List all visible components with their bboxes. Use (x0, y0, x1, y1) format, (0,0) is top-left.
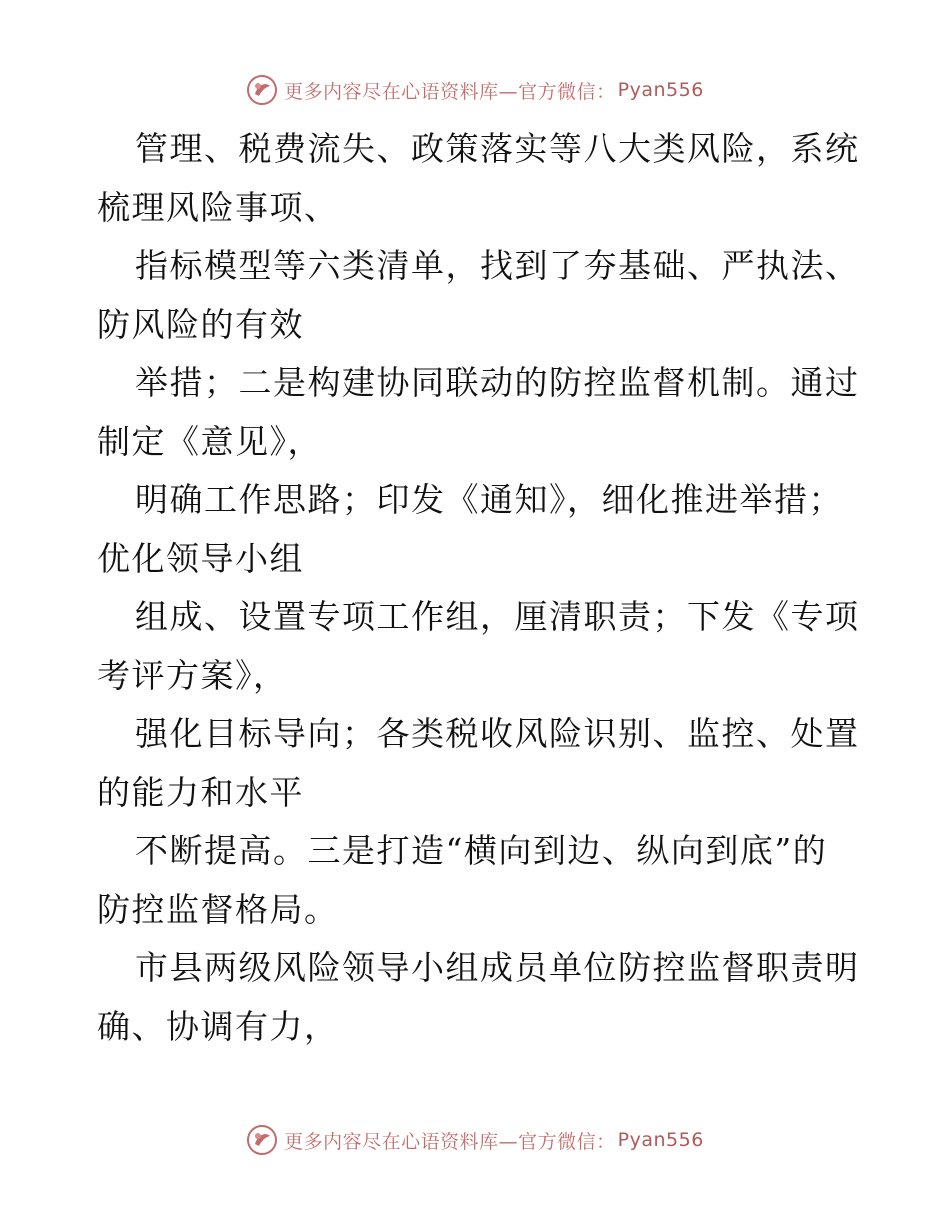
body-line: 不断提高。三是打造“横向到边、纵向到底”的 (135, 831, 828, 870)
flower-logo-icon (246, 74, 278, 106)
body-line: 管理、税费流失、政策落实等八大类风险，系统 (135, 129, 860, 168)
flower-logo-icon (246, 1124, 278, 1156)
body-line: 梳理风险事项、 (97, 187, 339, 227)
body-line: 指标模型等六类清单，找到了夯基础、严执法、 (135, 246, 860, 285)
body-line: 确、协调有力， (97, 1006, 339, 1046)
body-line: 的能力和水平 (97, 772, 304, 812)
body-line: 市县两级风险领导小组成员单位防控监督职责明 (135, 948, 860, 987)
watermark-text: 更多内容尽在心语资料库—官方微信： (284, 1130, 616, 1153)
body-line: 强化目标导向；各类税收风险识别、监控、处置 (135, 714, 860, 753)
body-line: 明确工作思路；印发《通知》，细化推进举措； (135, 480, 843, 519)
body-line: 防风险的有效 (97, 304, 304, 344)
body-line: 制定《意见》， (97, 421, 322, 461)
document-body (97, 120, 860, 1056)
body-line: 防控监督格局。 (97, 889, 339, 929)
watermark-wechat-id: Pyan556 (617, 1129, 704, 1151)
footer-watermark (0, 1120, 950, 1160)
body-line: 考评方案》， (97, 655, 288, 695)
watermark-text: 更多内容尽在心语资料库—官方微信： (284, 80, 616, 103)
header-watermark (0, 70, 950, 110)
body-line: 举措；二是构建协同联动的防控监督机制。通过 (135, 363, 860, 402)
watermark-wechat-id: Pyan556 (617, 79, 704, 101)
body-line: 组成、设置专项工作组，厘清职责；下发《专项 (135, 597, 860, 636)
body-line: 优化领导小组 (97, 538, 304, 578)
